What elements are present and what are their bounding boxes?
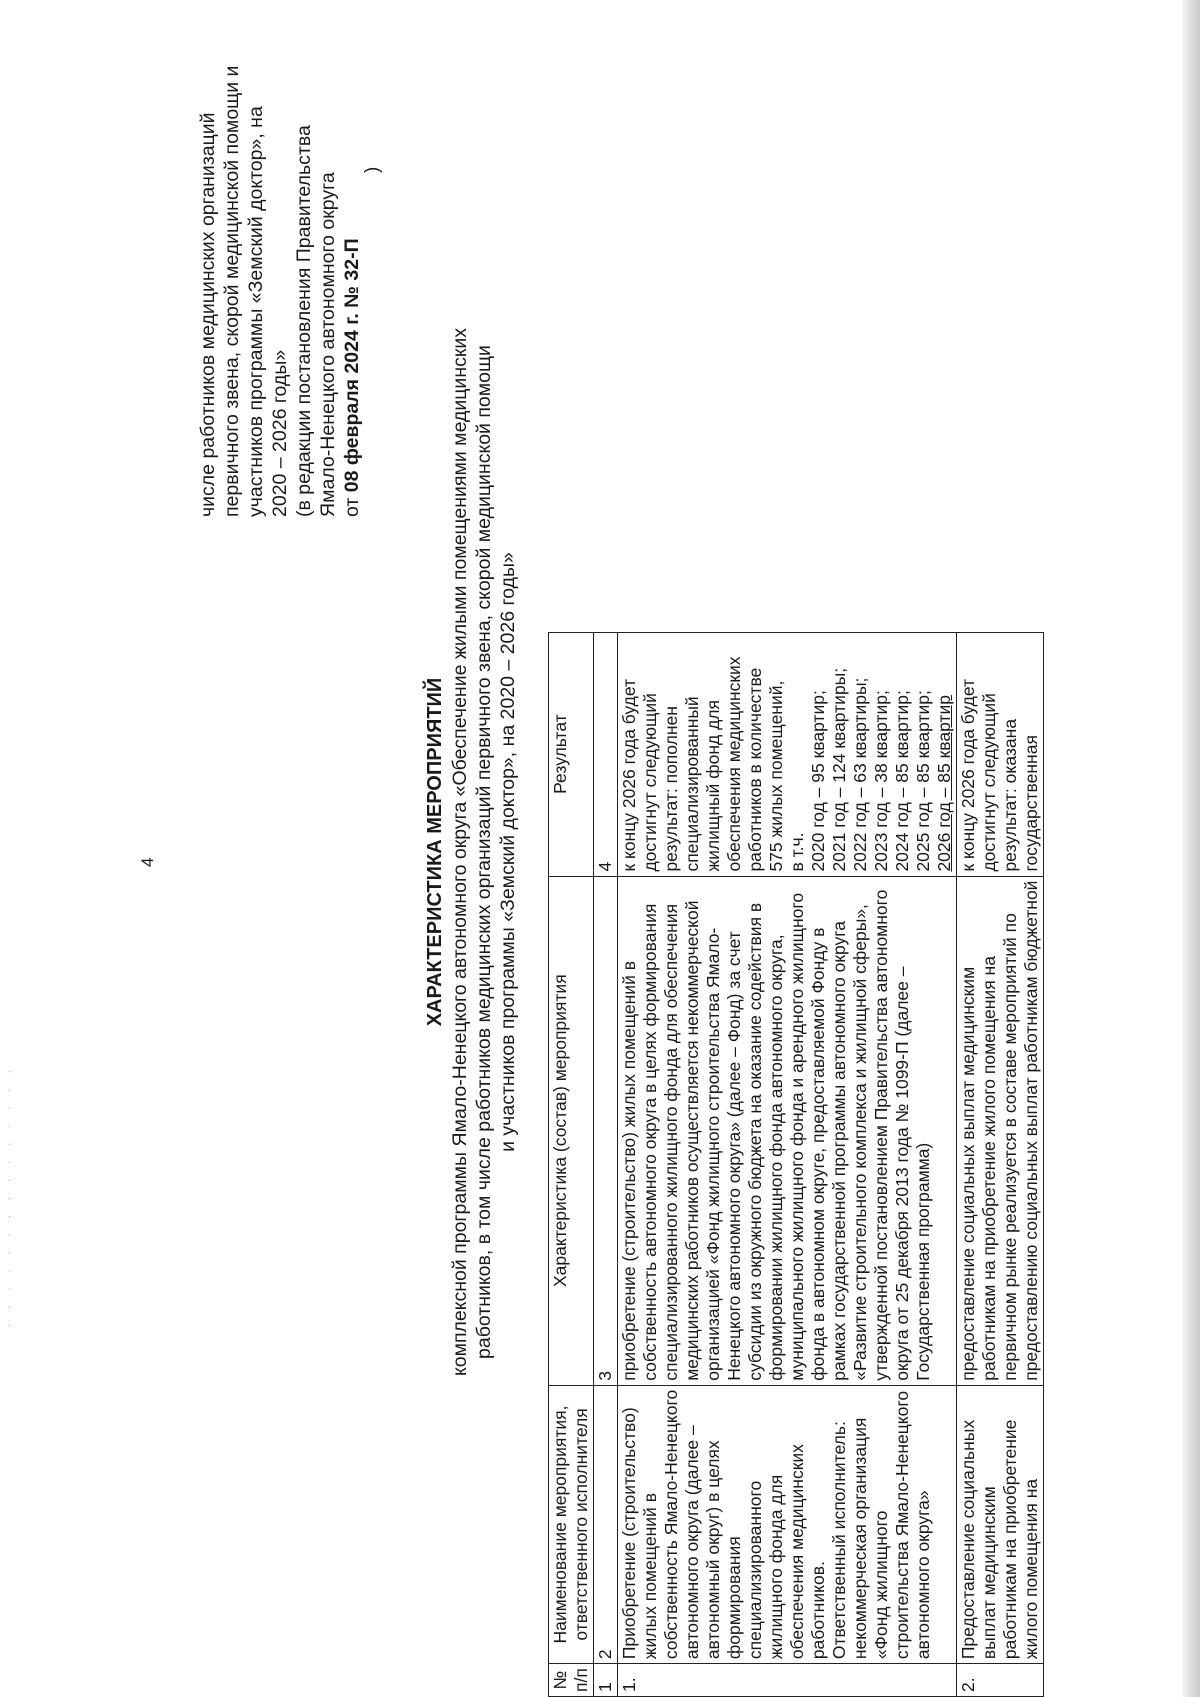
cell-line: 2021 год – 124 квартиры; (829, 667, 849, 872)
cell-line: 2026 год – 85 квартир (934, 695, 954, 872)
cell-line: автономного округа» (913, 1490, 933, 1660)
document-subtitle (448, 232, 520, 1472)
header-text: Характеристика (состав) мероприятия (550, 974, 570, 1288)
closing-parenthesis: ) (362, 166, 383, 173)
document-title: ХАРАКТЕРИСТИКА МЕРОПРИЯТИЙ (424, 677, 446, 1027)
cell-line: медицинских работников осуществляется некоммерческой (682, 900, 702, 1381)
cell-line: Предоставление социальных (958, 1419, 978, 1660)
cell-line: Приобретение (строительство) (619, 1407, 639, 1660)
cell-line: достигнут следующий (640, 693, 660, 872)
cell-line: утвержденной постановлением Правительства автономного (871, 889, 891, 1381)
cell-line: организацией «Фонд жилищного строительства Ямало- (703, 927, 723, 1381)
cell-line: достигнут следующий (979, 693, 999, 872)
cell-line: работникам на приобретение (1000, 1419, 1020, 1660)
table-row (618, 632, 957, 1696)
column-number: 1 (594, 1664, 618, 1697)
table-header-row (549, 632, 594, 1696)
cell-line: жилых помещений в (640, 1493, 660, 1660)
cell-line: автономный округ) в целях (703, 1440, 723, 1660)
column-number-row (594, 632, 618, 1696)
measure-name-cell (957, 1385, 1044, 1663)
header-text: Наименование мероприятия, (550, 1405, 570, 1644)
header-measure-name (549, 1385, 594, 1663)
approval-note-line: числе работников медицинских организаций (197, 112, 219, 517)
approval-date-prefix: от (341, 492, 363, 517)
scan-artifact-dots: · · · · · · · · · · · · · · · (4, 1064, 15, 1327)
cell-line: субсидии из окружного бюджета на оказание содействия в (745, 902, 765, 1381)
cell-line: формирования (724, 1536, 744, 1660)
cell-line: жилищный фонд для (703, 700, 723, 872)
cell-line: жилого помещения на (1021, 1478, 1041, 1660)
cell-line: первичном рынке реализуется в составе мероприятий по (1000, 913, 1020, 1381)
cell-line: специализированного жилищного фонда для обеспечения (661, 903, 681, 1381)
cell-line: собственность Ямало-Ненецкого (661, 1389, 681, 1660)
cell-line: Ненецкого автономного округа» (далее – Фонд) за счет (724, 931, 744, 1381)
subtitle-line: комплексной программы Ямало-Ненецкого автономного округа «Обеспечение жилыми помещениями медицинских (449, 327, 471, 1377)
cell-line: некоммерческая организация (850, 1417, 870, 1660)
cell-line: специализированного (745, 1480, 765, 1660)
cell-line: Ответственный исполнитель: (829, 1421, 849, 1660)
approval-note (196, 0, 364, 517)
cell-line: округа от 25 декабря 2013 года № 1099-П (далее – (892, 966, 912, 1381)
cell-line: 2025 год – 85 квартир; (913, 690, 933, 872)
approval-note-line: (в редакции постановления Правительства (293, 125, 315, 517)
cell-line: 2024 год – 85 квартир; (892, 690, 912, 872)
approval-note-line: участников программы «Земский доктор», на (245, 106, 267, 517)
column-number: 4 (594, 632, 618, 876)
result-cell (957, 632, 1044, 876)
cell-line: выплат медицинским (979, 1486, 999, 1660)
approval-note-line: 2020 – 2026 годы» (269, 349, 291, 517)
cell-line: фонда в автономном округе, предоставляемой Фонду в (808, 927, 828, 1381)
cell-line: государственная (1021, 735, 1041, 872)
cell-line: 2020 год – 95 квартир; (808, 690, 828, 872)
description-cell (618, 876, 957, 1385)
cell-line: предоставление социальных выплат медицинским (958, 966, 978, 1381)
cell-line: собственность автономного округа в целях формирования (640, 903, 660, 1381)
cell-line: приобретение (строительство) жилых помещений в (619, 960, 639, 1381)
cell-line: результат: оказана (1000, 718, 1020, 872)
header-text: № (550, 1670, 570, 1690)
cell-line: к концу 2026 года будет (619, 679, 639, 872)
header-number (549, 1664, 594, 1697)
column-number: 3 (594, 876, 618, 1385)
row-number: 1. (618, 1664, 957, 1697)
cell-line: работников. (808, 1561, 828, 1660)
table-row (957, 632, 1044, 1696)
cell-line: муниципального жилищного фонда и арендного жилищного (787, 892, 807, 1381)
cell-line: к концу 2026 года будет (958, 679, 978, 872)
measures-table (548, 632, 1044, 1697)
cell-line: обеспечения медицинских (787, 1444, 807, 1660)
header-text: п/п (571, 1668, 591, 1692)
cell-line: 575 жилых помещений, (766, 680, 786, 872)
cell-line: работникам на приобретение жилого помещения на (979, 956, 999, 1381)
cell-line: рамках государственной программы автономного округа (829, 920, 849, 1381)
approval-date: 08 февраля 2024 г. № 32-П (341, 238, 363, 493)
column-number: 2 (594, 1385, 618, 1663)
cell-line: 2023 год – 38 квартир; (871, 690, 891, 872)
subtitle-line: работников, в том числе работников медицинских организаций первичного звена, скорой медицинской помощи (473, 345, 495, 1359)
approval-date-line (340, 0, 364, 517)
cell-line: автономного округа (далее – (682, 1425, 702, 1660)
header-text: ответственного исполнителя (571, 1408, 591, 1641)
subtitle-line: и участников программы «Земский доктор», на 2020 – 2026 годы» (497, 552, 519, 1152)
result-cell (618, 632, 957, 876)
header-text: Результат (550, 714, 570, 794)
approval-note-line: Ямало-Ненецкого автономного округа (317, 172, 339, 517)
cell-line: обеспечения медицинских (724, 656, 744, 872)
cell-line: формировании жилищного фонда автономного округа, (766, 934, 786, 1381)
approval-note-line: первичного звена, скорой медицинской помощи и (221, 65, 243, 517)
cell-line: в т.ч. (787, 832, 807, 872)
description-cell (957, 876, 1044, 1385)
cell-line: строительства Ямало-Ненецкого (892, 1390, 912, 1660)
cell-line: специализированный (682, 696, 702, 872)
header-characteristics (549, 876, 594, 1385)
cell-line: «Фонд жилищного (871, 1510, 891, 1660)
cell-line: результат: пополнен (661, 706, 681, 872)
cell-line: «Развитие строительного комплекса и жилищной сферы», (850, 904, 870, 1381)
cell-line: Государственная программа) (913, 1142, 933, 1381)
cell-line: предоставлению социальных выплат работникам бюджетной (1021, 880, 1041, 1381)
page-number: 4 (138, 857, 157, 867)
header-result (549, 632, 594, 876)
cell-line: работников в количестве (745, 667, 765, 872)
row-number: 2. (957, 1664, 1044, 1697)
cell-line: жилищного фонда для (766, 1474, 786, 1660)
measure-name-cell (618, 1385, 957, 1663)
cell-line: 2022 год – 63 квартиры; (850, 677, 870, 872)
